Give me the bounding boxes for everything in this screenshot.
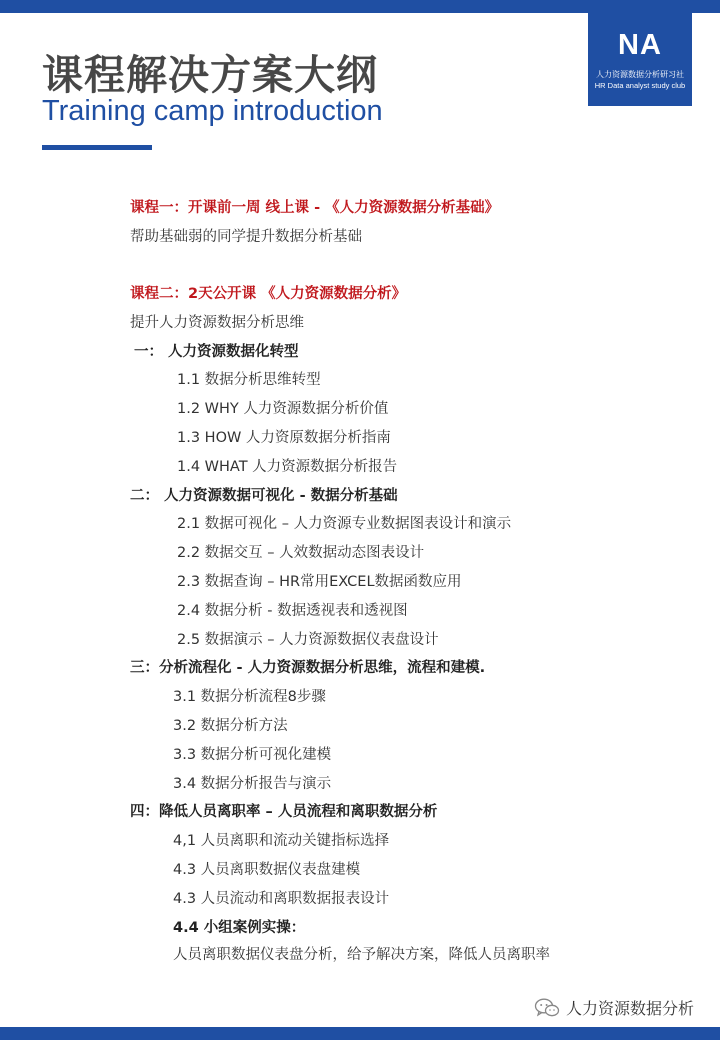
logo-mark: NA xyxy=(618,29,662,61)
section2-item: 2.5 数据演示 – 人力资源数据仪表盘设计 xyxy=(177,632,439,648)
section4-item: 4.3 人员离职数据仪表盘建模 xyxy=(173,862,361,878)
page-subtitle: Training camp introduction xyxy=(42,95,383,127)
section4-heading: 四：降低人员离职率 – 人员流程和离职数据分析 xyxy=(130,804,438,820)
section4-item: 4,1 人员离职和流动关键指标选择 xyxy=(173,833,390,849)
section1-item: 1.4 WHAT 人力资源数据分析报告 xyxy=(177,459,398,475)
section4-item-detail: 人员离职数据仪表盘分析，给予解决方案，降低人员离职率 xyxy=(173,947,550,963)
brand-logo xyxy=(588,13,692,106)
title-underline xyxy=(42,145,152,150)
footer-label: 人力资源数据分析 xyxy=(565,999,694,1018)
footer-account xyxy=(534,996,694,1019)
section2-item: 2.1 数据可视化 – 人力资源专业数据图表设计和演示 xyxy=(177,516,512,532)
section2-item: 2.3 数据查询 – HR常用EXCEL数据函数应用 xyxy=(177,574,462,590)
section2-item: 2.2 数据交互 – 人效数据动态图表设计 xyxy=(177,545,425,561)
section1-heading: 一： 人力资源数据化转型 xyxy=(134,344,299,360)
section2-heading: 二： 人力资源数据可视化 - 数据分析基础 xyxy=(130,488,398,504)
page-title: 课程解决方案大纲 xyxy=(42,51,378,99)
top-accent-bar xyxy=(0,0,720,13)
logo-name-en: HR Data analyst study club xyxy=(594,80,686,90)
section4-item: 4.4 小组案例实操： xyxy=(173,920,306,936)
course2-desc: 提升人力资源数据分析思维 xyxy=(130,315,304,331)
section4-item: 4.3 人员流动和离职数据报表设计 xyxy=(173,891,390,907)
logo-name-cn: 人力资源数据分析研习社 xyxy=(596,70,684,79)
section3-item: 3.4 数据分析报告与演示 xyxy=(173,776,332,792)
section3-item: 3.3 数据分析可视化建模 xyxy=(173,747,332,763)
course1-title: 课程一：开课前一周 线上课 - 《人力资源数据分析基础》 xyxy=(130,200,500,216)
section3-heading: 三：分析流程化 - 人力资源数据分析思维，流程和建模. xyxy=(130,660,486,676)
section2-item: 2.4 数据分析 - 数据透视表和透视图 xyxy=(177,603,408,619)
section1-item: 1.3 HOW 人力资原数据分析指南 xyxy=(177,430,391,446)
wechat-icon xyxy=(534,998,560,1018)
course2-title: 课程二：2天公开课 《人力资源数据分析》 xyxy=(130,286,407,302)
bottom-accent-bar xyxy=(0,1027,720,1040)
section3-item: 3.2 数据分析方法 xyxy=(173,718,288,734)
section1-item: 1.1 数据分析思维转型 xyxy=(177,372,321,388)
section3-item: 3.1 数据分析流程8步骤 xyxy=(173,689,326,705)
section1-item: 1.2 WHY 人力资源数据分析价值 xyxy=(177,401,389,417)
course1-desc: 帮助基础弱的同学提升数据分析基础 xyxy=(130,229,362,245)
